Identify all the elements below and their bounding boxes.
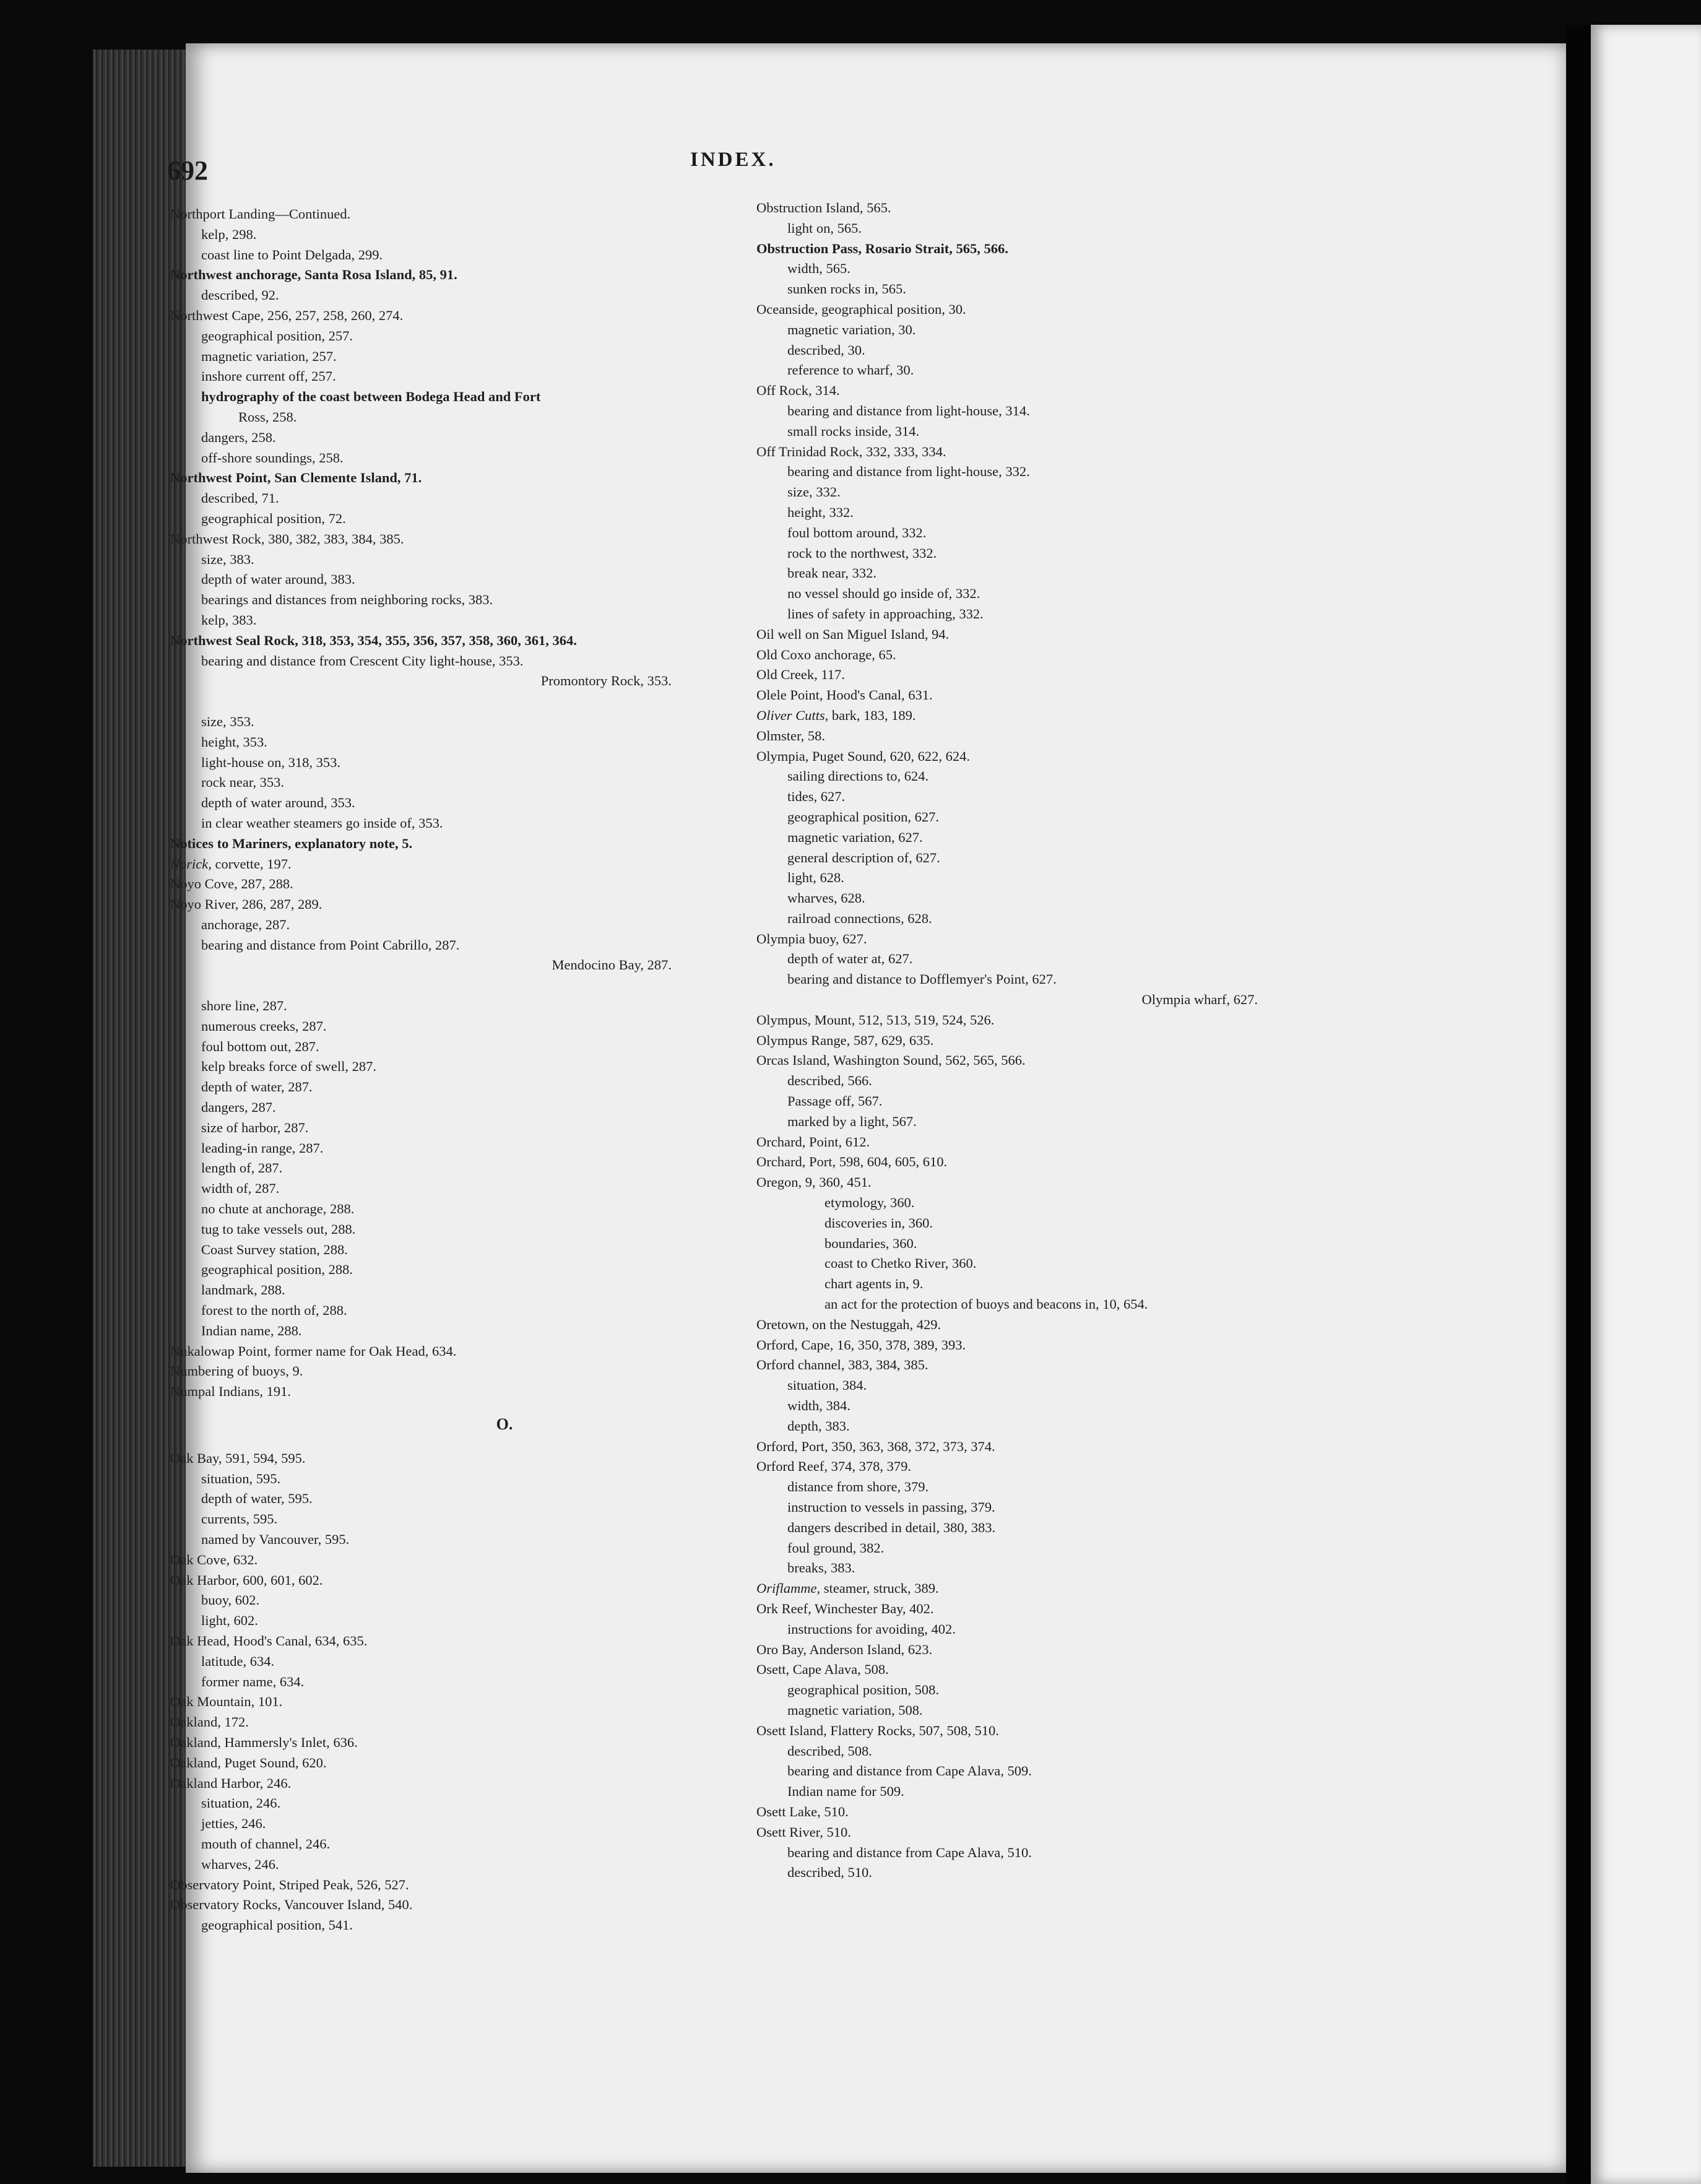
index-subentry: geographical position, 257. <box>201 327 353 344</box>
running-head: INDEX. <box>690 149 776 171</box>
index-subentry: geographical position, 627. <box>787 808 939 825</box>
index-subentry: bearing and distance to Dofflemyer's Point, 627. <box>787 971 1057 987</box>
index-subentry: landmark, 288. <box>201 1282 285 1298</box>
index-subentry: anchorage, 287. <box>201 916 290 932</box>
index-subentry: no chute at anchorage, 288. <box>201 1201 355 1217</box>
vessel-name: Oriflamme, <box>756 1580 821 1597</box>
index-subentry: latitude, 634. <box>201 1653 275 1669</box>
index-subentry: kelp, 298. <box>201 226 257 242</box>
index-subentry: kelp breaks force of swell, 287. <box>201 1059 377 1075</box>
index-entry: Olympus, Mount, 512, 513, 519, 524, 526. <box>756 1012 995 1028</box>
index-subentry: geographical position, 72. <box>201 510 346 526</box>
index-subentry: shore line, 287. <box>201 998 287 1014</box>
index-entry: Notices to Mariners, explanatory note, 5. <box>170 835 413 851</box>
index-subentry: length of, 287. <box>201 1160 283 1176</box>
index-subentry: buoy, 602. <box>201 1592 260 1608</box>
entry-spacer <box>170 691 727 712</box>
index-entry: Noyo Cove, 287, 288. <box>170 876 293 892</box>
index-subentry: mouth of channel, 246. <box>201 1835 331 1852</box>
index-subentry: Indian name for 509. <box>787 1783 904 1800</box>
index-entry: Oakland, 172. <box>170 1714 249 1730</box>
index-subentry: inshore current off, 257. <box>201 368 336 384</box>
index-subentry: wharves, 246. <box>201 1856 279 1872</box>
index-subentry: tug to take vessels out, 288. <box>201 1221 356 1237</box>
index-entry: Ork Reef, Winchester Bay, 402. <box>756 1600 934 1616</box>
index-entry: Nukalowap Point, former name for Oak Head, 634. <box>170 1343 457 1359</box>
index-subentry: light-house on, 318, 353. <box>201 754 340 770</box>
index-entry: Oak Cove, 632. <box>170 1551 258 1567</box>
index-subentry: depth of water around, 383. <box>201 571 355 587</box>
index-subentry: Coast Survey station, 288. <box>201 1241 348 1257</box>
index-subentry: reference to wharf, 30. <box>787 362 914 378</box>
index-entry: Orford, Cape, 16, 350, 378, 389, 393. <box>756 1337 966 1353</box>
index-entry: Noyo River, 286, 287, 289. <box>170 896 322 912</box>
index-entry: Olympia buoy, 627. <box>756 930 867 947</box>
index-subentry: railroad connections, 628. <box>787 910 932 926</box>
index-subentry: distance from shore, 379. <box>787 1479 929 1495</box>
index-entry: Numpal Indians, 191. <box>170 1384 291 1400</box>
index-subentry: width, 565. <box>787 261 850 277</box>
entry-text: steamer, struck, 389. <box>820 1580 939 1597</box>
index-subentry: no vessel should go inside of, 332. <box>787 586 980 602</box>
index-subentry: size, 332. <box>787 484 841 500</box>
index-subentry: size, 383. <box>201 551 254 567</box>
index-subentry: depth of water, 287. <box>201 1079 313 1095</box>
index-subentry: size, 353. <box>201 713 254 729</box>
index-subentry: chart agents in, 9. <box>825 1276 924 1292</box>
index-subentry: dangers, 258. <box>201 429 276 445</box>
index-entry: Oakland, Puget Sound, 620. <box>170 1754 327 1770</box>
index-subentry: kelp, 383. <box>201 612 257 628</box>
index-entry: Osett River, 510. <box>756 1824 851 1840</box>
index-entry: Observatory Point, Striped Peak, 526, 527. <box>170 1876 409 1892</box>
index-subentry: an act for the protection of buoys and beacons in, 10, 654. <box>825 1296 1148 1312</box>
index-entry: Osett Lake, 510. <box>756 1803 849 1819</box>
index-subentry: bearing and distance from light-house, 332. <box>787 464 1030 480</box>
index-entry: Orchard, Point, 612. <box>756 1133 870 1150</box>
index-subentry: size of harbor, 287. <box>201 1119 309 1135</box>
index-subentry: situation, 384. <box>787 1377 867 1393</box>
index-entry: Orford channel, 383, 384, 385. <box>756 1357 928 1373</box>
index-subentry: Olympia wharf, 627. <box>1141 992 1258 1008</box>
index-subentry: in clear weather steamers go inside of, 353. <box>201 815 443 831</box>
index-subentry: dangers, 287. <box>201 1099 276 1116</box>
index-subentry: former name, 634. <box>201 1673 305 1689</box>
vessel-name: Oliver Cutts, <box>756 707 829 723</box>
entry-text: corvette, 197. <box>211 856 292 872</box>
index-entry: Osett, Cape Alava, 508. <box>756 1662 889 1678</box>
index-entry: Numbering of buoys, 9. <box>170 1363 303 1379</box>
index-subentry: tides, 627. <box>787 789 846 805</box>
index-entry: Oro Bay, Anderson Island, 623. <box>756 1641 933 1657</box>
index-entry <box>170 854 727 875</box>
index-subentry: named by Vancouver, 595. <box>201 1532 350 1547</box>
entry-spacer <box>170 976 727 996</box>
index-entry: Northwest Rock, 380, 382, 383, 384, 385. <box>170 531 404 547</box>
index-subentry: boundaries, 360. <box>825 1235 917 1251</box>
index-subentry: rock to the northwest, 332. <box>787 545 937 561</box>
index-entry: Old Creek, 117. <box>756 667 845 683</box>
index-entry: Old Coxo anchorage, 65. <box>756 646 896 662</box>
index-subentry: bearing and distance from Cape Alava, 510. <box>787 1844 1032 1860</box>
index-subentry: magnetic variation, 508. <box>787 1702 923 1718</box>
index-subentry: break near, 332. <box>787 565 877 581</box>
index-subentry: coast line to Point Delgada, 299. <box>201 246 383 262</box>
index-subentry: height, 353. <box>201 734 267 750</box>
index-column-right <box>756 198 1314 1883</box>
index-subentry: bearing and distance from Point Cabrillo, 287. <box>201 937 460 953</box>
index-subentry: geographical position, 508. <box>787 1682 939 1698</box>
index-entry: Observatory Rocks, Vancouver Island, 540. <box>170 1897 413 1913</box>
index-subentry: general description of, 627. <box>787 849 940 865</box>
index-subentry: light, 602. <box>201 1613 258 1629</box>
index-subentry: situation, 246. <box>201 1795 281 1811</box>
index-entry: Oak Harbor, 600, 601, 602. <box>170 1572 323 1588</box>
index-subentry: jetties, 246. <box>201 1816 266 1832</box>
index-subentry: foul bottom around, 332. <box>787 524 927 540</box>
index-subentry: small rocks inside, 314. <box>787 423 920 439</box>
index-subentry: geographical position, 288. <box>201 1262 353 1278</box>
index-subentry: bearing and distance from Crescent City light-house, 353. <box>201 652 524 669</box>
index-subentry: hydrography of the coast between Bodega Head and Fort <box>201 389 541 405</box>
index-subentry: magnetic variation, 627. <box>787 829 923 845</box>
index-entry: Orford Reef, 374, 378, 379. <box>756 1458 911 1475</box>
index-column-left <box>170 204 727 1936</box>
index-subentry: Mendocino Bay, 287. <box>552 957 672 973</box>
index-subentry: coast to Chetko River, 360. <box>825 1255 977 1272</box>
index-subentry: Ross, 258. <box>238 409 297 425</box>
index-entry: Northwest anchorage, Santa Rosa Island, 85, 91. <box>170 267 457 283</box>
index-subentry: foul ground, 382. <box>787 1540 885 1556</box>
index-entry: Obstruction Pass, Rosario Strait, 565, 566. <box>756 240 1008 256</box>
index-subentry: sailing directions to, 624. <box>787 768 929 784</box>
index-entry: Olmster, 58. <box>756 727 825 743</box>
page-number: 692 <box>167 155 208 186</box>
vessel-name: Norick, <box>170 856 212 872</box>
index-subentry: marked by a light, 567. <box>787 1113 917 1129</box>
index-entry: Olele Point, Hood's Canal, 631. <box>756 687 933 703</box>
index-subentry: wharves, 628. <box>787 890 865 906</box>
index-subentry: forest to the north of, 288. <box>201 1302 347 1319</box>
index-subentry: etymology, 360. <box>825 1195 915 1211</box>
index-subentry: Indian name, 288. <box>201 1322 302 1338</box>
index-entry <box>756 1579 1314 1599</box>
index-entry: Oakland, Hammersly's Inlet, 636. <box>170 1734 358 1750</box>
index-subentry: described, 510. <box>787 1865 872 1881</box>
index-subentry: described, 92. <box>201 287 279 303</box>
index-subentry: width, 384. <box>787 1398 850 1414</box>
index-subentry: described, 30. <box>787 342 865 358</box>
index-entry: Orford, Port, 350, 363, 368, 372, 373, 374. <box>756 1438 995 1454</box>
index-entry: Oil well on San Miguel Island, 94. <box>756 626 950 642</box>
index-entry <box>756 706 1314 726</box>
index-subentry: depth of water at, 627. <box>787 951 913 967</box>
index-entry: Osett Island, Flattery Rocks, 507, 508, 510. <box>756 1722 999 1738</box>
index-entry: Northwest Cape, 256, 257, 258, 260, 274. <box>170 307 404 323</box>
index-entry: Oakland Harbor, 246. <box>170 1775 292 1791</box>
index-subentry: described, 508. <box>787 1743 872 1759</box>
index-subentry: width of, 287. <box>201 1181 280 1197</box>
index-subentry: instructions for avoiding, 402. <box>787 1621 956 1637</box>
index-subentry: described, 71. <box>201 490 279 506</box>
index-subentry: geographical position, 541. <box>201 1917 353 1933</box>
index-subentry: bearing and distance from Cape Alava, 509. <box>787 1763 1032 1779</box>
index-entry: Northwest Seal Rock, 318, 353, 354, 355, 356, 357, 358, 360, 361, 364. <box>170 632 577 648</box>
index-subentry: Promontory Rock, 353. <box>540 673 672 689</box>
index-subentry: magnetic variation, 30. <box>787 321 916 337</box>
index-subentry: rock near, 353. <box>201 774 285 791</box>
section-letter: O. <box>496 1415 513 1434</box>
index-subentry: light, 628. <box>787 870 844 886</box>
index-subentry: dangers described in detail, 380, 383. <box>787 1519 996 1535</box>
index-subentry: leading-in range, 287. <box>201 1140 324 1156</box>
index-subentry: discoveries in, 360. <box>825 1215 933 1231</box>
index-subentry: off-shore soundings, 258. <box>201 449 344 466</box>
index-subentry: currents, 595. <box>201 1511 278 1527</box>
index-entry: Olympia, Puget Sound, 620, 622, 624. <box>756 748 971 764</box>
index-subentry: described, 566. <box>787 1073 872 1089</box>
index-subentry: depth, 383. <box>787 1418 850 1434</box>
index-subentry: bearing and distance from light-house, 314. <box>787 402 1030 418</box>
index-subentry: sunken rocks in, 565. <box>787 281 906 297</box>
index-subentry: light on, 565. <box>787 220 862 236</box>
index-subentry: breaks, 383. <box>787 1560 855 1576</box>
index-entry: Obstruction Island, 565. <box>756 200 891 215</box>
index-entry: Northwest Point, San Clemente Island, 71. <box>170 470 422 486</box>
index-entry: Orcas Island, Washington Sound, 562, 565, 566. <box>756 1052 1026 1068</box>
index-entry: Olympus Range, 587, 629, 635. <box>756 1032 934 1048</box>
entry-text: bark, 183, 189. <box>828 707 916 723</box>
index-subentry: height, 332. <box>787 504 854 520</box>
index-entry: Off Trinidad Rock, 332, 333, 334. <box>756 443 946 459</box>
index-subentry: lines of safety in approaching, 332. <box>787 605 984 622</box>
index-entry: Oak Head, Hood's Canal, 634, 635. <box>170 1632 368 1649</box>
index-subentry: depth of water around, 353. <box>201 795 355 811</box>
index-subentry: situation, 595. <box>201 1470 281 1486</box>
index-subentry: depth of water, 595. <box>201 1491 313 1507</box>
index-subentry: instruction to vessels in passing, 379. <box>787 1499 995 1515</box>
index-subentry: magnetic variation, 257. <box>201 348 337 364</box>
index-subentry: numerous creeks, 287. <box>201 1018 327 1034</box>
index-entry: Off Rock, 314. <box>756 383 840 399</box>
index-entry: Orchard, Port, 598, 604, 605, 610. <box>756 1154 948 1170</box>
index-entry: Oceanside, geographical position, 30. <box>756 301 966 317</box>
index-entry: Oak Bay, 591, 594, 595. <box>170 1450 306 1466</box>
index-subentry: bearings and distances from neighboring rocks, 383. <box>201 592 493 608</box>
index-entry: Northport Landing—Continued. <box>170 206 351 222</box>
index-entry: Oretown, on the Nestuggah, 429. <box>756 1316 941 1332</box>
index-entry: Oak Mountain, 101. <box>170 1694 283 1710</box>
index-subentry: foul bottom out, 287. <box>201 1038 319 1054</box>
index-entry: Oregon, 9, 360, 451. <box>756 1174 872 1190</box>
index-subentry: Passage off, 567. <box>787 1093 883 1109</box>
